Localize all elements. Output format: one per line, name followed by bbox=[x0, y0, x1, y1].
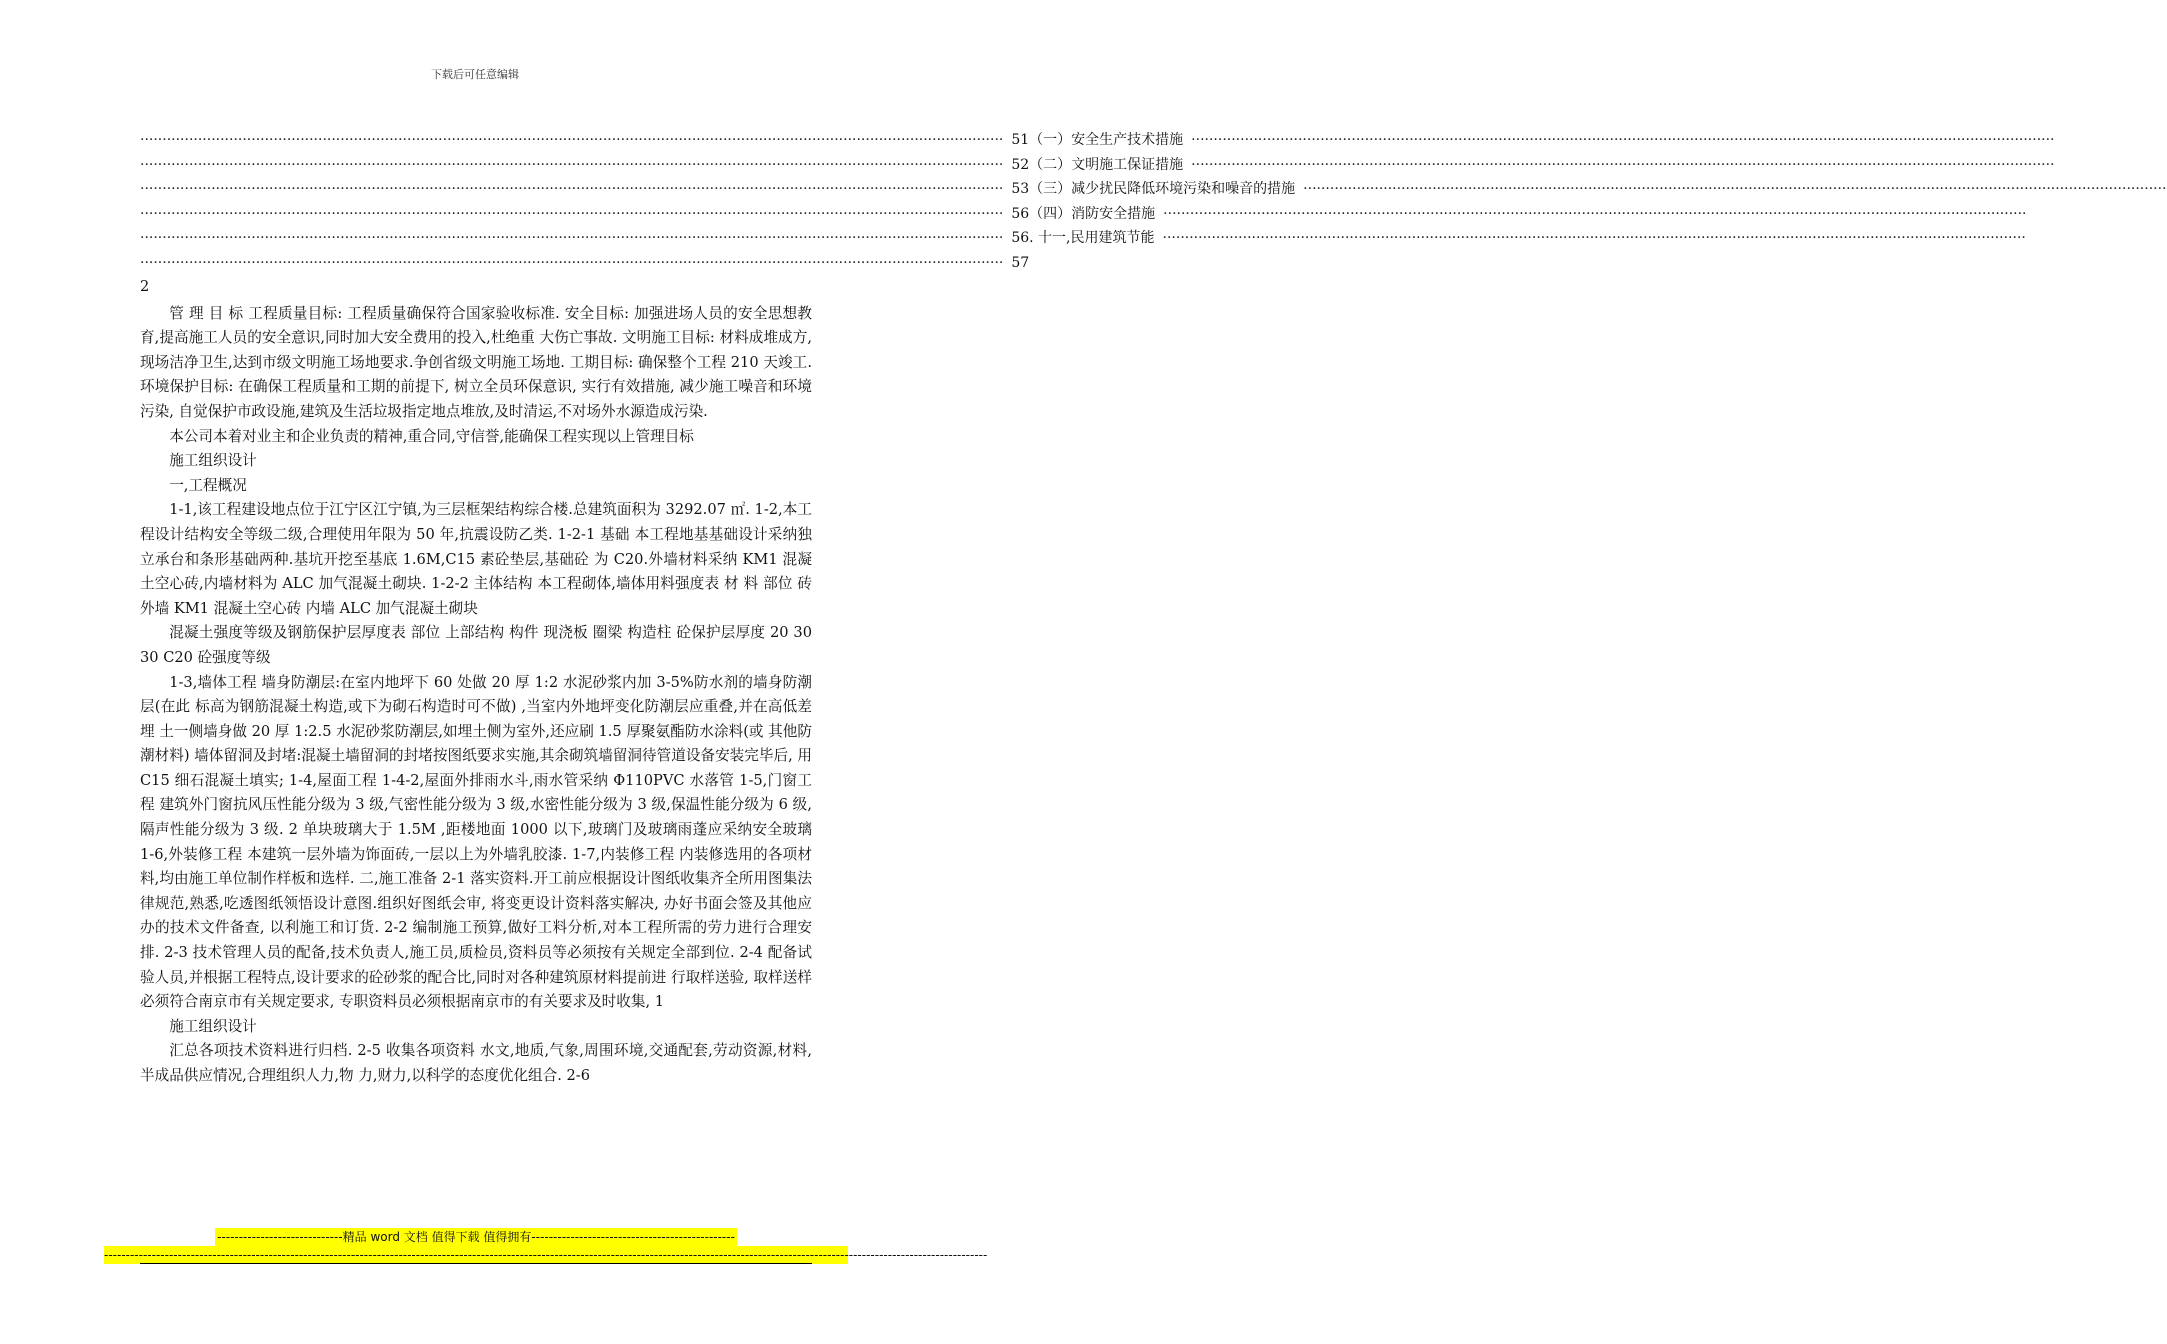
toc-entry bbox=[140, 177, 1296, 202]
paragraph-commitment: 本公司本着对业主和企业负责的精神,重合同,守信誉,能确保工程实现以上管理目标 bbox=[169, 427, 694, 445]
paragraph-concrete-grade: 混凝土强度等级及钢筋保护层厚度表 部位 上部结构 构件 现浇板 圈梁 构造柱 砼保护层厚度 20 30 30 C20 砼强度等级 bbox=[140, 624, 812, 666]
toc-entry bbox=[140, 251, 1030, 276]
toc-entry-label: 56（四）消防安全措施 bbox=[1011, 205, 1156, 222]
toc-leader bbox=[140, 251, 1003, 276]
toc-leader bbox=[1303, 177, 2166, 202]
toc-leader bbox=[1191, 153, 2054, 178]
toc-leader bbox=[140, 202, 1003, 227]
toc-entry-label: 56. 十一,民用建筑节能 bbox=[1011, 230, 1155, 246]
toc-leader bbox=[140, 226, 1003, 251]
footer-rule bbox=[140, 1263, 812, 1264]
toc-entry bbox=[140, 202, 1156, 227]
toc-entry bbox=[140, 153, 1184, 178]
paragraph-project-overview: 1-1,该工程建设地点位于江宁区江宁镇,为三层框架结构综合楼.总建筑面积为 3292.07 ㎡. 1-2,本工程设计结构安全等级二级,合理使用年限为 50 年,抗震设防乙类. 1-2-1 基础 本工程地基基础设计采纳独立承台和条形基础两种.基坑开挖至基底 1.6M,C15 素砼垫层,基础砼 为 C20.外墙材料采纳 KM1 混凝土空心砖,内墙材料为 ALC 加气混凝土砌块. 1-2-2 主体结构 本工程砌体,墙体用料强度表 材 料 部位 砖 外墙 KM1 混凝土空心砖 内墙 ALC 加气混凝土砌块 bbox=[140, 501, 812, 617]
table-of-contents bbox=[140, 128, 1296, 275]
page-footer bbox=[104, 1228, 988, 1264]
toc-entry-label: 51（一）安全生产技术措施 bbox=[1011, 132, 1184, 148]
footer-banner-line: -----------------------------精品 word 文档 值得下载 值得拥有----------------------------------------------- bbox=[217, 1230, 735, 1244]
page-number-marker: 2 bbox=[140, 278, 150, 295]
toc-entry bbox=[140, 226, 1155, 251]
toc-leader bbox=[140, 128, 1003, 153]
page-header: 下载后可任意编辑 bbox=[431, 68, 519, 81]
section-heading: 施工组织设计 bbox=[169, 1017, 257, 1035]
section-heading: 一,工程概况 bbox=[169, 476, 247, 494]
toc-leader bbox=[140, 177, 1003, 202]
paragraph-management-goals: 管 理 目 标 工程质量目标: 工程质量确保符合国家验收标准. 安全目标: 加强进场人员的安全思想教育,提高施工人员的安全意识,同时加大安全费用的投入,杜绝重 大伤亡事故. 文明施工目标: 材料成堆成方,现场洁净卫生,达到市级文明施工场地要求.争创省级文明施工场地. 工期目标: 确保整个工程 210 天竣工. 环境保护目标: 在确保工程质量和工期的前提下, 树立全员环保意识, 实行有效措施, 减少施工噪音和环境污染, 自觉保护市政设施,建筑及生活垃圾指定地点堆放,及时清运,不对场外水源造成污染. bbox=[140, 304, 812, 420]
toc-leader bbox=[1163, 202, 2026, 227]
toc-entry-label: 57 bbox=[1011, 254, 1030, 271]
toc-entry-label: 52（二）文明施工保证措施 bbox=[1011, 156, 1184, 173]
toc-leader bbox=[1163, 226, 2026, 251]
toc-entry-label: 53（三）减少扰民降低环境污染和噪音的措施 bbox=[1011, 181, 1296, 197]
footer-dash-line: ------------------------------------------------------------------------------------------------------------------------------------------------------------------------------------------------------------ bbox=[104, 1248, 988, 1262]
toc-entry bbox=[140, 128, 1184, 153]
toc-leader bbox=[140, 153, 1003, 178]
toc-leader bbox=[1191, 128, 2054, 153]
paragraph-archiving: 汇总各项技术资料进行归档. 2-5 收集各项资料 水文,地质,气象,周围环境,交通配套,劳动资源,材料,半成品供应情况,合理组织人力,物 力,财力,以科学的态度优化组合. 2-6 bbox=[140, 1042, 812, 1084]
paragraph-wall-engineering: 1-3,墙体工程 墙身防潮层:在室内地坪下 60 处做 20 厚 1:2 水泥砂浆内加 3-5%防水剂的墙身防潮层(在此 标高为钢筋混凝土构造,或下为砌石构造时可不做) ,当室内外地坪变化防潮层应重叠,并在高低差埋 土一侧墙身做 20 厚 1:2.5 水泥砂浆防潮层,如埋土侧为室外,还应刷 1.5 厚聚氨酯防水涂料(或 其他防潮材料) 墙体留洞及封堵:混凝土墙留洞的封堵按图纸要求实施,其余砌筑墙留洞待管道设备安装完毕后, 用 C15 细石混凝土填实; 1-4,屋面工程 1-4-2,屋面外排雨水斗,雨水管采纳 Φ110PVC 水落管 1-5,门窗工程 建筑外门窗抗风压性能分级为 3 级,气密性能分级为 3 级,水密性能分级为 3 级,保温性能分级为 6 级,隔声性能分级为 3 级. 2 单块玻璃大于 1.5M ,距楼地面 1000 以下,玻璃门及玻璃雨蓬应采纳安全玻璃 1-6,外装修工程 本建筑一层外墙为饰面砖,一层以上为外墙乳胶漆. 1-7,内装修工程 内装修选用的各项材料,均由施工单位制作样板和选样. 二,施工准备 2-1 落实资料.开工前应根据设计图纸收集齐全所用图集法律规范,熟悉,吃透图纸领悟设计意图.组织好图纸会审, 将变更设计资料落实解决, 办好书面会签及其他应办的技术文件备查, 以利施工和订货. 2-2 编制施工预算,做好工料分析,对本工程所需的劳力进行合理安排. 2-3 技术管理人员的配备,技术负责人,施工员,质检员,资料员等必须按有关规定全部到位. 2-4 配备试验人员,并根据工程特点,设计要求的砼砂浆的配合比,同时对各种建筑原材料提前进 行取样送验, 取样送样必须符合南京市有关规定要求, 专职资料员必须根据南京市的有关要求及时收集, 1 bbox=[140, 673, 812, 1011]
document-body bbox=[140, 275, 812, 1089]
section-heading: 施工组织设计 bbox=[169, 452, 257, 470]
